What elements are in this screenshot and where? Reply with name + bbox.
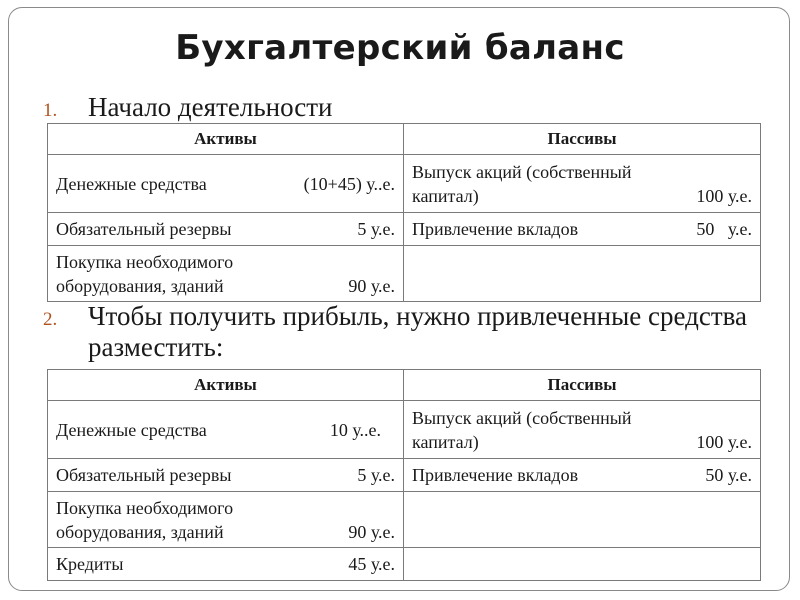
empty-cell — [404, 492, 761, 548]
reserves-label: Обязательный резервы — [56, 465, 232, 485]
table-row — [48, 401, 761, 459]
credits-label: Кредиты — [56, 554, 124, 574]
cash-cell — [48, 401, 404, 459]
table-header-row — [48, 124, 761, 155]
point-1-text: Начало деятельности — [88, 92, 333, 122]
shares-cell — [404, 401, 761, 459]
shares-cell — [404, 155, 761, 213]
table-row — [48, 492, 761, 548]
liabilities-header: Пассивы — [404, 370, 761, 401]
table-row — [48, 213, 761, 246]
shares-amount: 100 у.е. — [696, 431, 752, 452]
shares-label-line2: капитал) — [412, 185, 479, 206]
deposits-cell — [404, 459, 761, 492]
credits-amount: 45 у.е. — [348, 554, 395, 574]
equipment-label-line1: Покупка необходимого — [56, 251, 234, 272]
equipment-label-line2: оборудования, зданий — [56, 275, 224, 296]
cash-cell — [48, 155, 404, 213]
empty-cell — [404, 548, 761, 581]
deposits-amount: 50 у.е. — [705, 465, 752, 485]
equipment-label-line2: оборудования, зданий — [56, 521, 224, 542]
balance-table-2 — [47, 369, 761, 581]
assets-header: Активы — [48, 370, 404, 401]
shares-label-line2: капитал) — [412, 431, 479, 452]
cash-label: Денежные средства — [56, 173, 207, 194]
assets-header: Активы — [48, 124, 404, 155]
credits-cell — [48, 548, 404, 581]
shares-amount: 100 у.е. — [696, 185, 752, 206]
cash-amount: (10+45) у..е. — [303, 173, 395, 194]
slide-title: Бухгалтерский баланс — [175, 28, 625, 68]
table-row — [48, 155, 761, 213]
table-row — [48, 459, 761, 492]
shares-label-line1: Выпуск акций (собственный — [412, 407, 632, 428]
cash-label: Денежные средства — [56, 419, 207, 440]
reserves-cell — [48, 213, 404, 246]
equipment-cell — [48, 492, 404, 548]
deposits-amount: 50 у.е. — [696, 219, 752, 239]
point-2 — [43, 301, 763, 367]
point-2-text: Чтобы получить прибыль, нужно привлеченные средства разместить: — [88, 301, 748, 362]
equipment-cell — [48, 246, 404, 302]
deposits-cell — [404, 213, 761, 246]
equipment-amount: 90 у.е. — [348, 275, 395, 296]
table-row — [48, 246, 761, 302]
table-row — [48, 548, 761, 581]
reserves-cell — [48, 459, 404, 492]
shares-label-line1: Выпуск акций (собственный — [412, 161, 632, 182]
deposits-label: Привлечение вкладов — [412, 219, 579, 239]
reserves-amount: 5 у.е. — [357, 219, 395, 239]
reserves-amount: 5 у.е. — [357, 465, 395, 485]
point-2-number: 2. — [43, 309, 58, 330]
point-1 — [43, 92, 763, 124]
balance-table-1 — [47, 123, 761, 302]
liabilities-header: Пассивы — [404, 124, 761, 155]
empty-cell — [404, 246, 761, 302]
deposits-label: Привлечение вкладов — [412, 465, 579, 485]
equipment-amount: 90 у.е. — [348, 521, 395, 542]
point-1-number: 1. — [43, 100, 58, 121]
equipment-label-line1: Покупка необходимого — [56, 497, 234, 518]
table-header-row — [48, 370, 761, 401]
cash-amount: 10 у..е. — [329, 419, 381, 440]
reserves-label: Обязательный резервы — [56, 219, 232, 239]
